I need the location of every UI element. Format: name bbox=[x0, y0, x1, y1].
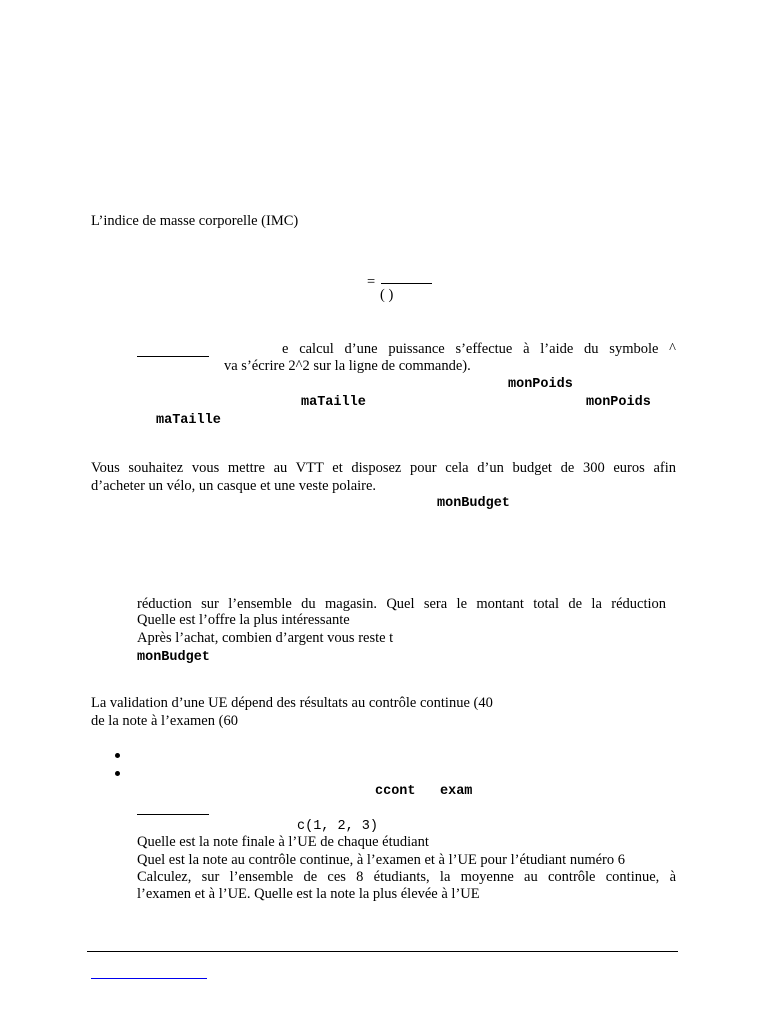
code-maTaille: maTaille bbox=[156, 413, 221, 428]
code-vector: c(1, 2, 3) bbox=[297, 819, 379, 834]
ue-intro-line-2: de la note à l’examen (60 bbox=[91, 713, 238, 729]
vtt-question-offer: Quelle est l’offre la plus intéressante bbox=[137, 612, 350, 628]
vtt-question-remaining: Après l’achat, combien d’argent vous reste t bbox=[137, 630, 394, 646]
ue-question-student-6: Quel est la note au contrôle continue, à l’examen et à l’UE pour l’étudiant numéro 6 bbox=[137, 852, 625, 868]
exercise-underline bbox=[137, 814, 209, 815]
vtt-intro-line-2: d’acheter un vélo, un casque et une veste polaire. bbox=[91, 478, 377, 494]
ue-question-final: Quelle est la note finale à l’UE de chaque étudiant bbox=[137, 834, 429, 850]
code-ccont: ccont bbox=[375, 784, 416, 799]
code-maTaille: maTaille bbox=[301, 395, 366, 410]
footer-link-underline[interactable] bbox=[91, 978, 207, 979]
ue-question-average: Calculez, sur l’ensemble de ces 8 étudiants, la moyenne au contrôle continue, à bbox=[137, 869, 676, 885]
code-exam: exam bbox=[440, 784, 473, 799]
vtt-intro-line-1: Vous souhaitez vous mettre au VTT et disposez pour cela d’un budget de 300 euros afin bbox=[91, 460, 676, 476]
ue-question-average-2: l’examen et à l’UE. Quelle est la note la plus élevée à l’UE bbox=[137, 886, 480, 902]
formula-denominator: ( ) bbox=[380, 287, 394, 303]
imc-power-line: e calcul d’une puissance s’effectue à l’aide du symbole ^ bbox=[282, 341, 676, 357]
ue-intro-line-1: La validation d’une UE dépend des résultats au contrôle continue (40 bbox=[91, 695, 493, 711]
exercise-underline bbox=[137, 356, 209, 357]
imc-power-line-2: va s’écrire 2^2 sur la ligne de commande). bbox=[224, 358, 471, 374]
formula-fraction-bar bbox=[381, 283, 432, 284]
formula-equals: = bbox=[367, 274, 376, 290]
code-monPoids: monPoids bbox=[508, 377, 573, 392]
code-monPoids: monPoids bbox=[586, 395, 651, 410]
imc-intro: L’indice de masse corporelle (IMC) bbox=[91, 213, 299, 229]
code-monBudget: monBudget bbox=[137, 650, 210, 665]
footer-rule bbox=[87, 951, 678, 952]
bullet-2 bbox=[115, 771, 120, 776]
vtt-question-reduction: réduction sur l’ensemble du magasin. Quel sera le montant total de la réduction bbox=[137, 596, 666, 612]
code-monBudget: monBudget bbox=[437, 496, 510, 511]
bullet-1 bbox=[115, 753, 120, 758]
